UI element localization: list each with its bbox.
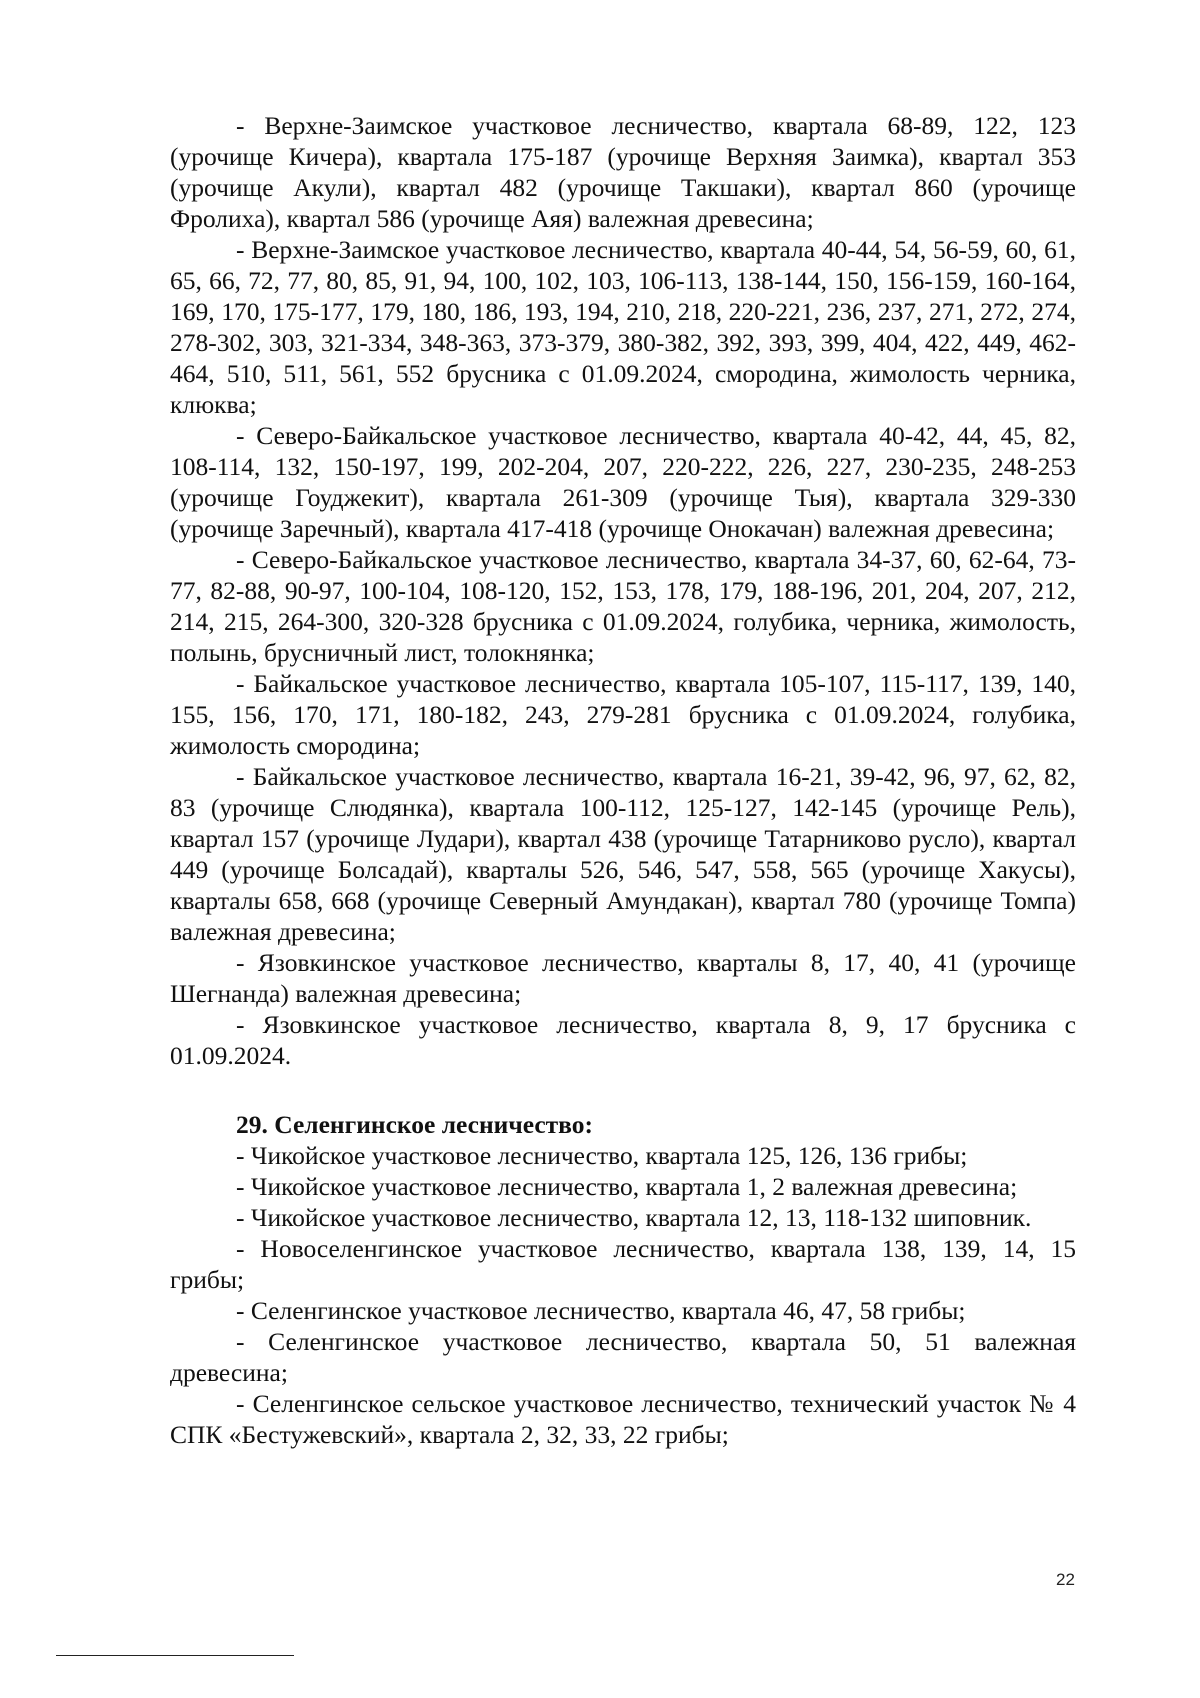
paragraph: - Байкальское участковое лесничество, квартала 16-21, 39-42, 96, 97, 62, 82, 83 (урочище Слюдянка), квартала 100-112, 125-127, 142-145 (урочище Рель), квартал 157 (урочище Лудари), квартал 438 (урочище Татарниково русло), квартал 449 (урочище Болсадай), кварталы 526, 546, 547, 558, 565 (урочище Хакусы), кварталы 658, 668 (урочище Северный Амундакан), квартал 780 (урочище Томпа) валежная древесина; [170, 762, 1076, 946]
paragraph: - Селенгинское участковое лесничество, квартала 50, 51 валежная древесина; [170, 1327, 1076, 1387]
paragraph: - Верхне-Заимское участковое лесничество, квартала 40-44, 54, 56-59, 60, 61, 65, 66, 72, 77, 80, 85, 91, 94, 100, 102, 103, 106-113, 138-144, 150, 156-159, 160-164, 169, 170, 175-177, 179, 180, 186, 193, 194, 210, 218, 220-221, 236, 237, 271, 272, 274, 278-302, 303, 321-334, 348-363, 373-379, 380-382, 392, 393, 399, 404, 422, 449, 462-464, 510, 511, 561, 552 брусника с 01.09.2024, смородина, жимолость черника, клюква; [170, 235, 1076, 419]
paragraph: - Байкальское участковое лесничество, квартала 105-107, 115-117, 139, 140, 155, 156, 170, 171, 180-182, 243, 279-281 брусника с 01.09.2024, голубика, жимолость смородина; [170, 669, 1076, 760]
page-number: 22 [1056, 1570, 1075, 1589]
paragraph: - Язовкинское участковое лесничество, кварталы 8, 17, 40, 41 (урочище Шегнанда) валежная древесина; [170, 948, 1076, 1008]
footnote-separator [56, 1655, 294, 1656]
paragraph: - Чикойское участковое лесничество, квартала 1, 2 валежная древесина; [236, 1172, 1018, 1201]
paragraph: - Язовкинское участковое лесничество, квартала 8, 9, 17 брусника с 01.09.2024. [170, 1010, 1076, 1070]
paragraph: - Чикойское участковое лесничество, квартала 125, 126, 136 грибы; [236, 1141, 968, 1170]
paragraph: - Верхне-Заимское участковое лесничество, квартала 68-89, 122, 123 (урочище Кичера), квартала 175-187 (урочище Верхняя Заимка), квартал 353 (урочище Акули), квартал 482 (урочище Такшаки), квартал 860 (урочище Фролиха), квартал 586 (урочище Аяя) валежная древесина; [170, 111, 1076, 233]
paragraph: - Северо-Байкальское участковое лесничество, квартала 40-42, 44, 45, 82, 108-114, 132, 150-197, 199, 202-204, 207, 220-222, 226, 227, 230-235, 248-253 (урочище Гоуджекит), квартала 261-309 (урочище Тыя), квартала 329-330 (урочище Заречный), квартала 417-418 (урочище Онокачан) валежная древесина; [170, 421, 1076, 543]
paragraph: - Чикойское участковое лесничество, квартала 12, 13, 118-132 шиповник. [236, 1203, 1032, 1232]
document-body [170, 110, 1076, 1450]
paragraph: - Селенгинское сельское участковое лесничество, технический участок № 4 СПК «Бестужевский», квартала 2, 32, 33, 22 грибы; [170, 1389, 1076, 1449]
paragraph: - Селенгинское участковое лесничество, квартала 46, 47, 58 грибы; [236, 1296, 966, 1325]
section-heading: 29. Селенгинское лесничество: [236, 1110, 594, 1139]
paragraph: - Новоселенгинское участковое лесничество, квартала 138, 139, 14, 15 грибы; [170, 1234, 1076, 1294]
paragraph: - Северо-Байкальское участковое лесничество, квартала 34-37, 60, 62-64, 73-77, 82-88, 90-97, 100-104, 108-120, 152, 153, 178, 179, 188-196, 201, 204, 207, 212, 214, 215, 264-300, 320-328 брусника с 01.09.2024, голубика, черника, жимолость, полынь, брусничный лист, толокнянка; [170, 545, 1076, 667]
